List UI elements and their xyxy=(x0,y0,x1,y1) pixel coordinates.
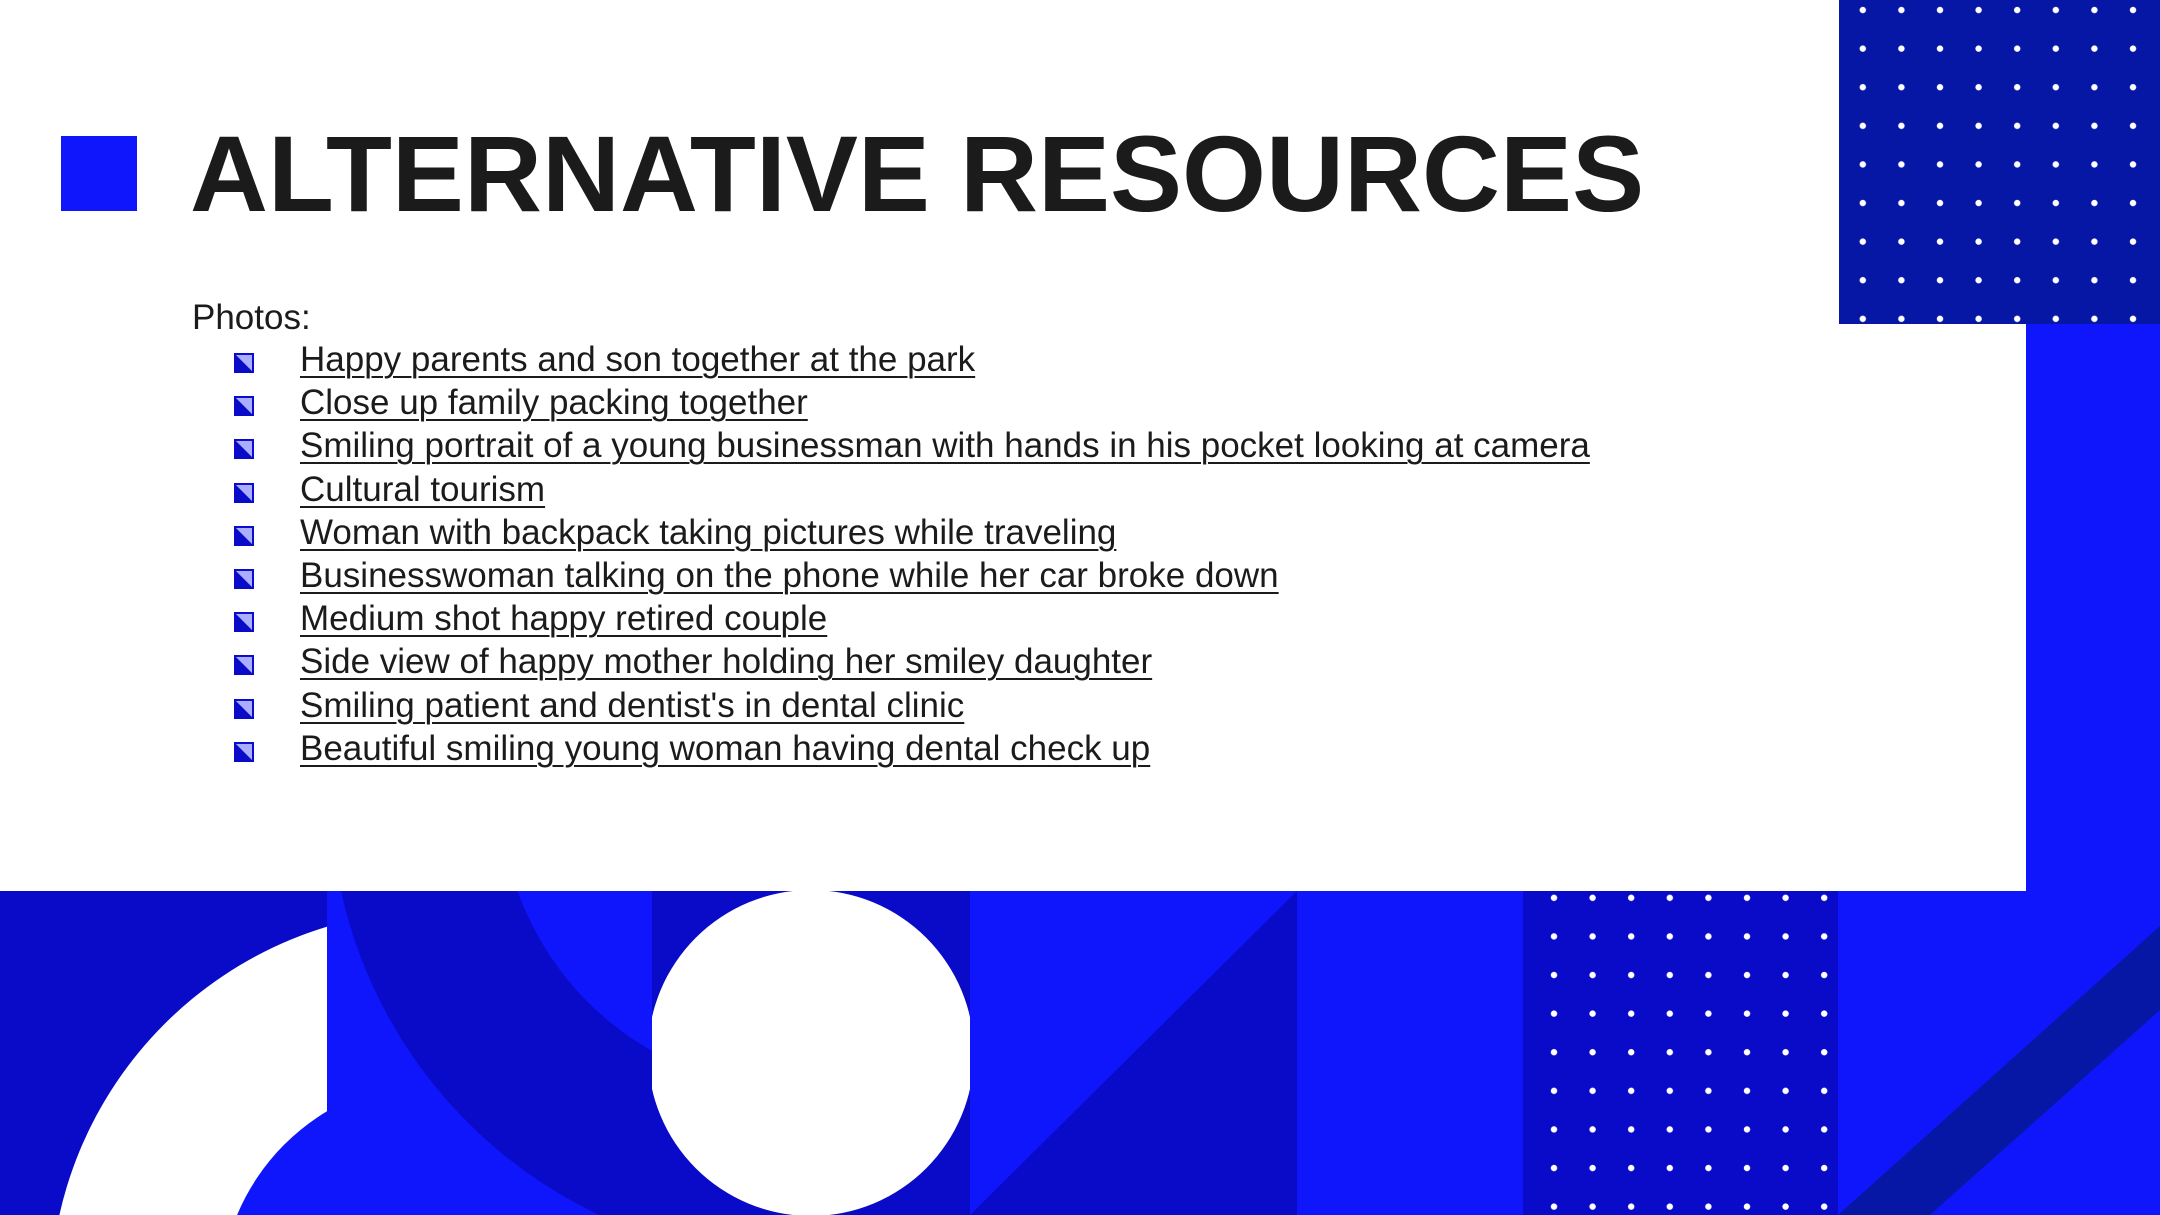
bullet-icon xyxy=(234,526,254,546)
photo-link[interactable]: Beautiful smiling young woman having dental check up xyxy=(300,728,1151,768)
slide-title: ALTERNATIVE RESOURCES xyxy=(190,113,1645,234)
bullet-icon xyxy=(234,396,254,416)
bullet-icon xyxy=(234,439,254,459)
title-square-icon xyxy=(61,136,137,211)
photo-link[interactable]: Businesswoman talking on the phone while her car broke down xyxy=(300,555,1279,595)
bullet-icon xyxy=(234,742,254,762)
bullet-icon xyxy=(234,569,254,589)
photo-link[interactable]: Medium shot happy retired couple xyxy=(300,599,828,639)
photo-link[interactable]: Smiling portrait of a young businessman with hands in his pocket looking at camera xyxy=(300,426,1590,466)
photo-link[interactable]: Side view of happy mother holding her smiley daughter xyxy=(300,642,1153,682)
photo-link[interactable]: Happy parents and son together at the park xyxy=(300,340,976,379)
photos-label: Photos: xyxy=(192,298,311,337)
bullet-icon xyxy=(234,699,254,719)
photo-link[interactable]: Smiling patient and dentist's in dental clinic xyxy=(300,685,965,725)
bullet-icon xyxy=(234,483,254,503)
bullet-icon xyxy=(234,612,254,632)
photo-link[interactable]: Close up family packing together xyxy=(300,383,808,423)
bullet-icon xyxy=(234,353,254,373)
bullet-icon xyxy=(234,655,254,675)
photo-link[interactable]: Woman with backpack taking pictures while traveling xyxy=(300,512,1117,552)
photo-link[interactable]: Cultural tourism xyxy=(300,469,546,509)
